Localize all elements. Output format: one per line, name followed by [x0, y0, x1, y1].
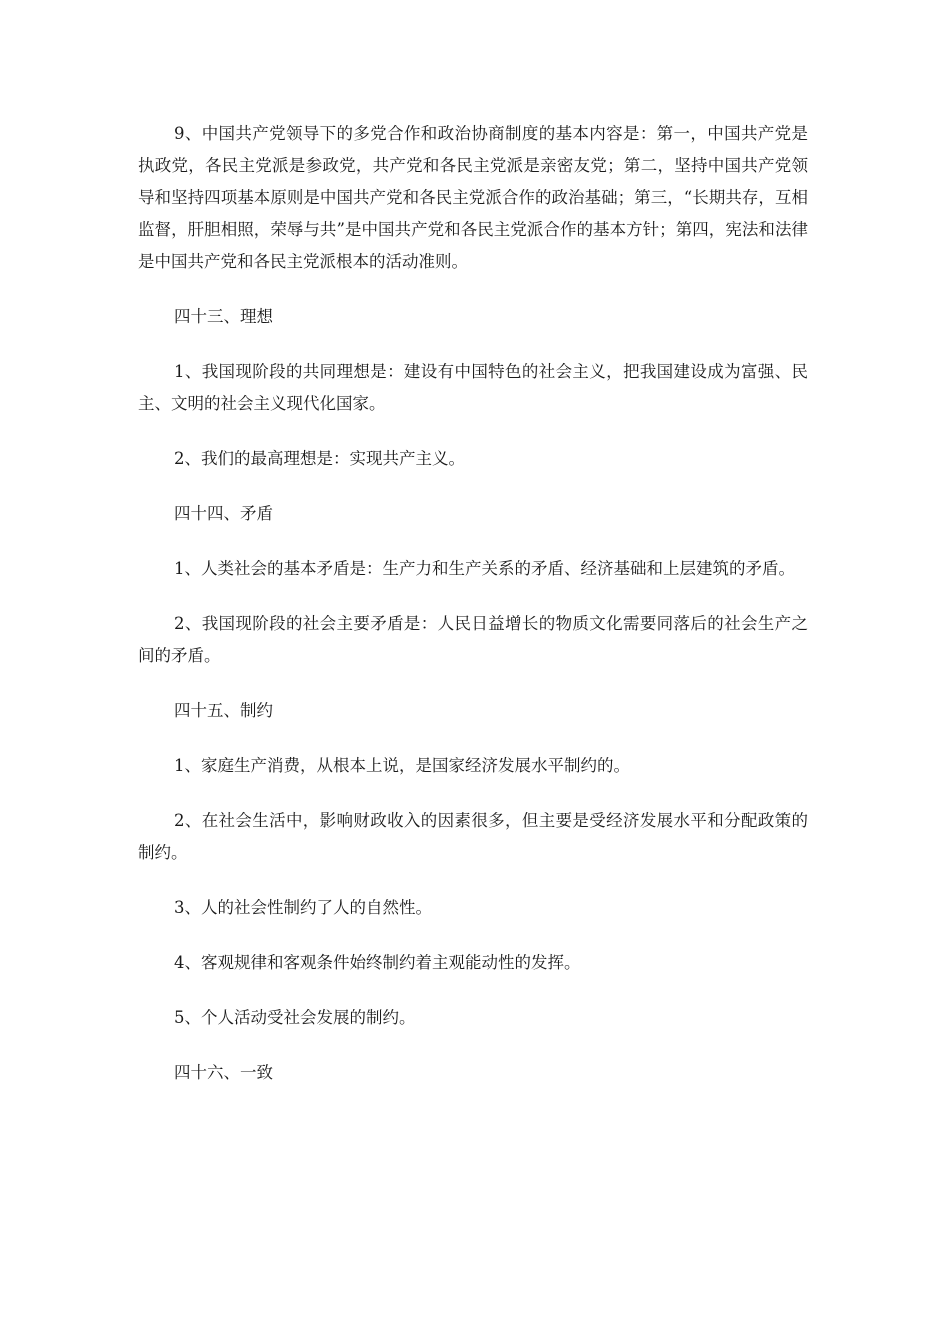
paragraph-main-contradiction: 2、我国现阶段的社会主要矛盾是：人民日益增长的物质文化需要同落后的社会生产之间的矛盾。	[138, 614, 808, 665]
section-heading-constraint: 四十五、制约	[174, 701, 273, 720]
paragraph-multiparty-cooperation: 9、中国共产党领导下的多党合作和政治协商制度的基本内容是：第一，中国共产党是执政党，各民主党派是参政党，共产党和各民主党派是亲密友党；第二，坚持中国共产党领导和坚持四项基本原则是中国共产党和各民主党派合作的政治基础；第三，“长期共存，互相监督，肝胆相照，荣辱与共”是中国共产党和各民主党派合作的基本方针；第四，宪法和法律是中国共产党和各民主党派根本的活动准则。	[138, 124, 808, 271]
section-heading-contradiction: 四十四、矛盾	[174, 504, 273, 523]
section-heading-consistency: 四十六、一致	[174, 1063, 273, 1082]
paragraph-constraint-5: 5、个人活动受社会发展的制约。	[174, 1008, 416, 1027]
paragraph-highest-ideal: 2、我们的最高理想是：实现共产主义。	[174, 449, 465, 468]
paragraph-constraint-3: 3、人的社会性制约了人的自然性。	[174, 898, 432, 917]
section-heading-ideal: 四十三、理想	[174, 307, 273, 326]
paragraph-common-ideal: 1、我国现阶段的共同理想是：建设有中国特色的社会主义，把我国建设成为富强、民主、文明的社会主义现代化国家。	[138, 362, 808, 413]
paragraph-basic-contradiction: 1、人类社会的基本矛盾是：生产力和生产关系的矛盾、经济基础和上层建筑的矛盾。	[174, 559, 795, 578]
paragraph-constraint-4: 4、客观规律和客观条件始终制约着主观能动性的发挥。	[174, 953, 581, 972]
document-body	[138, 118, 808, 1112]
paragraph-constraint-1: 1、家庭生产消费，从根本上说，是国家经济发展水平制约的。	[174, 756, 630, 775]
paragraph-constraint-2: 2、在社会生活中，影响财政收入的因素很多，但主要是受经济发展水平和分配政策的制约。	[138, 811, 808, 862]
